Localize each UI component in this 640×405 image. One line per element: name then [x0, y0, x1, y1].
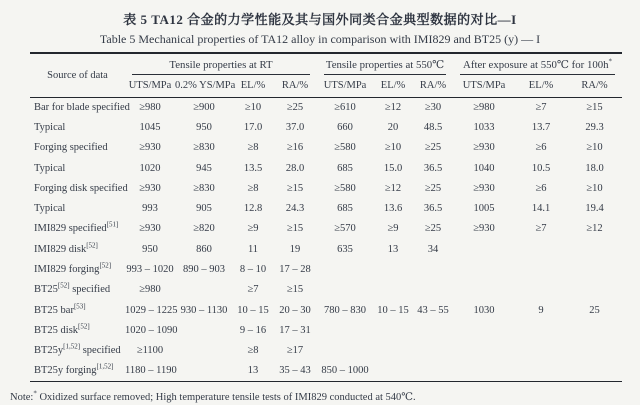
reference-marker: [52] [57, 281, 70, 290]
cell-value: 18.0 [585, 162, 604, 174]
footnote-marker: * [33, 389, 37, 398]
source-name: BT25 bar [34, 304, 74, 316]
cell-value: 9 [538, 304, 544, 316]
table-row [30, 280, 622, 300]
col-header-ra-550: RA/% [413, 75, 453, 97]
cell-value [175, 341, 233, 361]
cell-value: 24.3 [285, 203, 305, 215]
table-row [30, 361, 622, 381]
cell-value: 950 [196, 121, 212, 133]
cell-value: 8 – 10 [239, 264, 267, 276]
table-body [30, 97, 622, 381]
cell-value: ≥7 [247, 284, 259, 296]
source-name: BT25y forging [34, 365, 97, 377]
cell-value: 14.1 [531, 203, 551, 215]
cell-value: 12.8 [243, 203, 263, 215]
cell-value: 945 [196, 162, 212, 174]
table-row [30, 117, 622, 137]
row-source-label [30, 280, 125, 300]
col-header-el-550: EL/% [373, 75, 413, 97]
cell-value [453, 280, 515, 300]
cell-value: 13.5 [243, 162, 263, 174]
cell-value: ≥930 [473, 223, 495, 235]
cell-value: ≥570 [334, 223, 356, 235]
table-header [30, 53, 622, 97]
cell-value [515, 320, 567, 340]
cell-value: 17.0 [243, 121, 263, 133]
row-source-label [30, 158, 125, 178]
table-row [30, 219, 622, 239]
cell-value: 1033 [473, 121, 495, 133]
source-name: BT25y [34, 345, 64, 357]
cell-value: 950 [142, 243, 158, 255]
cell-value: 1040 [473, 162, 495, 174]
row-source-label [30, 138, 125, 158]
cell-value: 43 – 55 [417, 304, 449, 316]
source-name: BT25 [34, 284, 58, 296]
cell-value: 36.5 [423, 162, 443, 174]
cell-value [373, 361, 413, 381]
cell-value: 13.6 [383, 203, 403, 215]
group-label: Tensile properties at 550℃ [325, 59, 445, 71]
cell-value: ≥9 [387, 223, 399, 235]
cell-value: 685 [337, 203, 353, 215]
cell-value: ≥8 [247, 182, 259, 194]
group-tensile-rt [125, 53, 317, 75]
cell-value [317, 320, 373, 340]
cell-value [413, 341, 453, 361]
row-source-label [30, 259, 125, 279]
col-header-uts-rt: UTS/MPa [125, 75, 175, 97]
cell-value: 13.7 [531, 121, 551, 133]
cell-value [567, 341, 622, 361]
cell-value: ≥12 [384, 101, 402, 113]
cell-value: ≥10 [586, 142, 603, 154]
group-tensile-550 [317, 53, 453, 75]
row-source-label [30, 300, 125, 320]
cell-value [567, 361, 622, 381]
table-row [30, 178, 622, 198]
cell-value: ≥830 [193, 142, 215, 154]
cell-value: 34 [427, 243, 439, 255]
source-suffix: specified [69, 284, 111, 296]
reference-marker: [52] [78, 322, 90, 331]
cell-value: 35 – 43 [279, 365, 311, 377]
reference-marker: [1,52] [63, 342, 81, 351]
cell-value: ≥830 [193, 182, 215, 194]
cell-value: ≥980 [139, 284, 161, 296]
source-name: BT25 disk [34, 324, 79, 336]
cell-value: 25 [589, 304, 600, 316]
cell-value: ≥15 [586, 101, 603, 113]
cell-value: 1005 [473, 203, 495, 215]
row-source-label [30, 320, 125, 340]
source-name: Typical [34, 162, 66, 174]
row-source-label [30, 117, 125, 137]
cell-value: ≥10 [244, 101, 262, 113]
cell-value [453, 320, 515, 340]
cell-value: ≥30 [424, 101, 442, 113]
cell-value [413, 280, 453, 300]
source-name: Typical [34, 203, 66, 215]
source-suffix: specified [80, 345, 121, 357]
cell-value: ≥820 [193, 223, 215, 235]
cell-value: ≥12 [384, 182, 402, 194]
table-title-chinese: 表 5 TA12 合金的力学性能及其与国外同类合金典型数据的对比—I [123, 12, 517, 27]
table-row [30, 198, 622, 218]
cell-value [515, 280, 567, 300]
table-footnote [10, 391, 640, 403]
cell-value [453, 341, 515, 361]
table-row [30, 138, 622, 158]
cell-value: 10.5 [531, 162, 551, 174]
cell-value: ≥6 [535, 142, 547, 154]
row-source-label [30, 341, 125, 361]
cell-value: 10 – 15 [377, 304, 409, 316]
cell-value: ≥8 [247, 345, 259, 357]
cell-value: ≥580 [334, 142, 356, 154]
cell-value: 1180 – 1190 [125, 365, 177, 377]
cell-value [453, 259, 515, 279]
cell-value: ≥25 [286, 101, 304, 113]
cell-value [373, 341, 413, 361]
reference-marker: [53] [73, 302, 86, 311]
cell-value: 20 [387, 121, 399, 133]
cell-value: ≥900 [193, 101, 215, 113]
cell-value: 37.0 [285, 121, 305, 133]
cell-value [453, 239, 515, 259]
group-label: Tensile properties at RT [169, 59, 273, 71]
cell-value: 48.5 [423, 121, 443, 133]
row-source-label [30, 239, 125, 259]
cell-value [567, 239, 622, 259]
row-source-label [30, 198, 125, 218]
cell-value: ≥15 [286, 182, 304, 194]
group-exposure-550 [453, 53, 622, 75]
group-label: After exposure at 550℃ for 100h [463, 59, 609, 71]
cell-value [567, 320, 622, 340]
cell-value: 19 [289, 243, 301, 255]
cell-value: ≥7 [535, 223, 547, 235]
cell-value: 930 – 1130 [180, 304, 228, 316]
cell-value [175, 361, 233, 381]
cell-value: 635 [337, 243, 353, 255]
reference-marker: [52] [99, 261, 112, 270]
cell-value: ≥980 [473, 101, 495, 113]
cell-value: 685 [337, 162, 353, 174]
cell-value [317, 280, 373, 300]
mechanical-properties-table [30, 52, 622, 382]
cell-value: 17 – 28 [279, 264, 311, 276]
cell-value [515, 361, 567, 381]
cell-value [515, 259, 567, 279]
cell-value: 1020 [139, 162, 161, 174]
cell-value [317, 259, 373, 279]
reference-marker: [52] [86, 241, 98, 250]
cell-value: ≥16 [286, 142, 304, 154]
note-text: Oxidized surface removed; High temperature tensile tests of IMI829 conducted at 540℃. [36, 391, 416, 403]
cell-value [373, 280, 413, 300]
cell-value: 36.5 [423, 203, 443, 215]
cell-value: ≥610 [334, 101, 356, 113]
cell-value: 29.3 [585, 121, 604, 133]
cell-value: 890 – 903 [183, 264, 225, 276]
cell-value: ≥25 [424, 182, 442, 194]
row-source-label [30, 219, 125, 239]
cell-value: ≥25 [424, 142, 442, 154]
cell-value: 11 [247, 243, 259, 255]
source-name: Bar for blade specified [34, 101, 130, 113]
cell-value [413, 259, 453, 279]
cell-value [175, 320, 233, 340]
cell-value: 1030 [473, 304, 495, 316]
note-label: Note: [10, 391, 34, 403]
cell-value: ≥8 [247, 142, 259, 154]
cell-value: ≥7 [535, 101, 547, 113]
reference-marker: [1,52] [96, 362, 114, 371]
cell-value: ≥930 [473, 182, 495, 194]
cell-value: 993 – 1020 [126, 264, 174, 276]
cell-value: 1020 – 1090 [125, 324, 178, 336]
table-row [30, 341, 622, 361]
cell-value [317, 341, 373, 361]
cell-value [567, 259, 622, 279]
cell-value: ≥17 [286, 345, 304, 357]
cell-value: ≥12 [586, 223, 603, 235]
cell-value: ≥930 [139, 223, 161, 235]
cell-value: ≥10 [384, 142, 402, 154]
cell-value: 19.4 [585, 203, 604, 215]
col-header-uts-550: UTS/MPa [317, 75, 373, 97]
cell-value [453, 361, 515, 381]
cell-value: 28.0 [285, 162, 305, 174]
cell-value: ≥6 [535, 182, 547, 194]
cell-value [515, 239, 567, 259]
source-name: IMI829 forging [34, 264, 100, 276]
cell-value: 1029 – 1225 [125, 304, 178, 316]
source-name: IMI829 disk [34, 243, 87, 255]
col-header-uts-exposure: UTS/MPa [453, 75, 515, 97]
cell-value: 17 – 31 [279, 324, 311, 336]
cell-value [567, 280, 622, 300]
cell-value [373, 259, 413, 279]
cell-value: 15.0 [383, 162, 403, 174]
cell-value: ≥930 [139, 142, 161, 154]
cell-value: 993 [142, 203, 158, 215]
cell-value: ≥930 [139, 182, 161, 194]
cell-value: 905 [196, 203, 212, 215]
cell-value: 860 [196, 243, 212, 255]
cell-value [175, 280, 233, 300]
cell-value [413, 320, 453, 340]
cell-value: 13 [387, 243, 399, 255]
cell-value: ≥1100 [136, 345, 164, 357]
source-name: IMI829 specified [34, 223, 107, 235]
cell-value: 660 [337, 121, 353, 133]
cell-value [373, 320, 413, 340]
table-row [30, 320, 622, 340]
cell-value: 1045 [139, 121, 161, 133]
col-header-el-rt: EL/% [233, 75, 273, 97]
cell-value: ≥9 [247, 223, 259, 235]
cell-value: ≥580 [334, 182, 356, 194]
cell-value: ≥980 [139, 101, 161, 113]
source-name: Forging disk specified [34, 182, 128, 194]
col-header-ra-exposure: RA/% [567, 75, 622, 97]
table-row [30, 239, 622, 259]
table-row [30, 97, 622, 117]
row-source-label [30, 178, 128, 198]
cell-value: ≥10 [586, 182, 603, 194]
group-header-row [30, 53, 622, 75]
row-source-label [30, 361, 125, 381]
table-title-english: Table 5 Mechanical properties of TA12 alloy in comparison with IMI829 and BT25 (y) — I [99, 32, 541, 46]
source-name: Typical [34, 121, 66, 133]
table-row [30, 300, 622, 320]
cell-value: ≥25 [424, 223, 442, 235]
cell-value: 20 – 30 [279, 304, 311, 316]
cell-value: ≥15 [286, 223, 304, 235]
table-row [30, 158, 622, 178]
table-row [30, 259, 622, 279]
source-of-data-header: Source of data [30, 53, 125, 97]
cell-value [413, 361, 453, 381]
cell-value: 13 [247, 365, 259, 377]
col-header-ra-rt: RA/% [273, 75, 317, 97]
source-name: Forging specified [34, 142, 108, 154]
footnote-marker: * [608, 57, 613, 66]
col-header-ys-rt: 0.2% YS/MPa [175, 75, 233, 97]
cell-value: ≥15 [286, 284, 304, 296]
cell-value: 780 – 830 [324, 304, 367, 316]
cell-value [515, 341, 567, 361]
cell-value: ≥930 [473, 142, 495, 154]
cell-value: 10 – 15 [237, 304, 269, 316]
cell-value: 850 – 1000 [321, 365, 369, 377]
row-source-label [30, 97, 130, 117]
cell-value: 9 – 16 [239, 324, 267, 336]
col-header-el-exposure: EL/% [515, 75, 567, 97]
reference-marker: [51] [106, 220, 119, 229]
